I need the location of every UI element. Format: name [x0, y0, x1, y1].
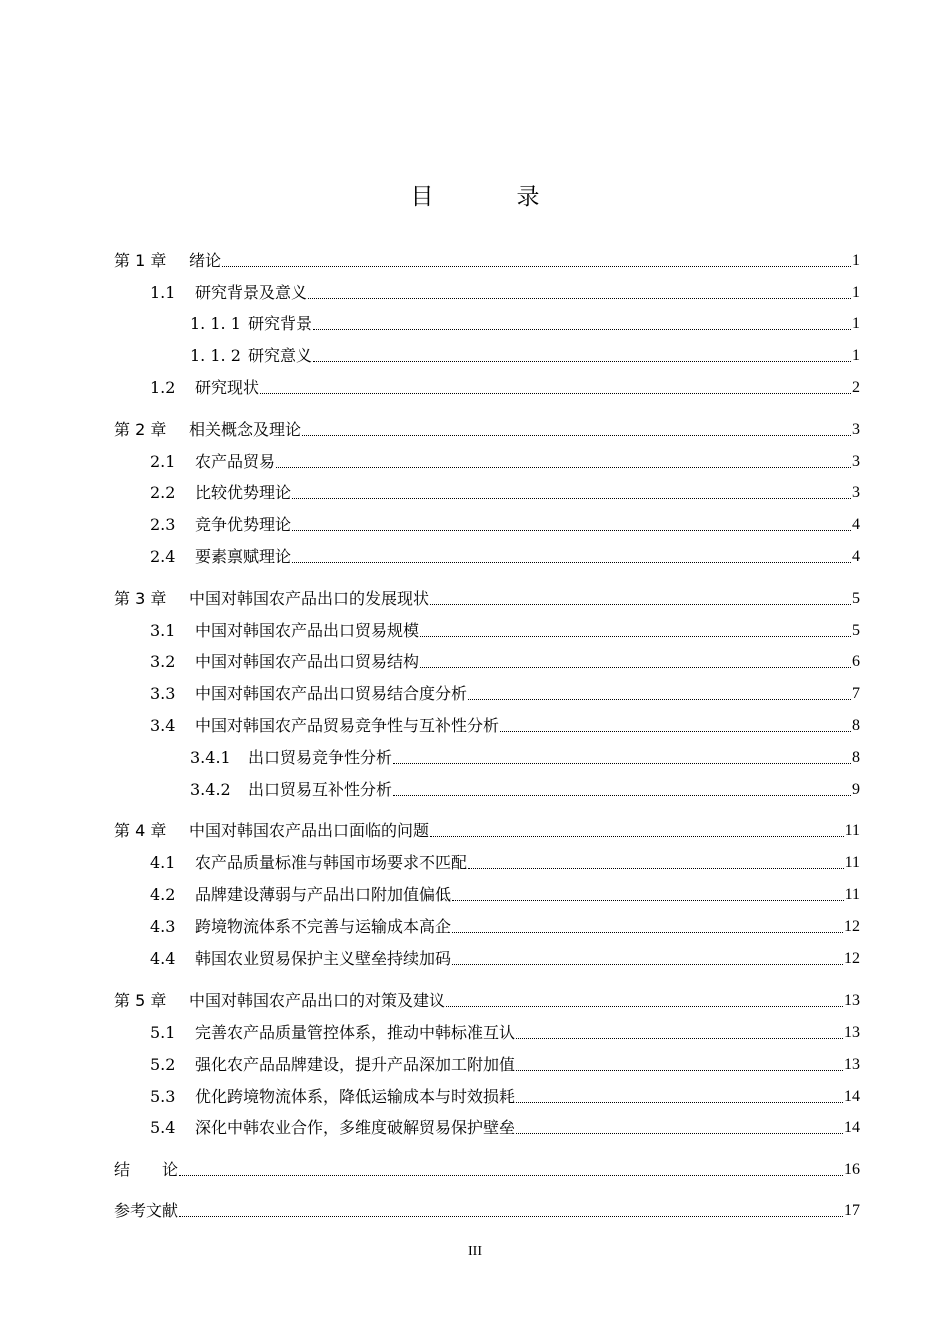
toc-entry-page: 8 — [852, 717, 860, 734]
toc-entry-page: 1 — [852, 252, 860, 269]
toc-entry-number: 4.2 — [150, 885, 176, 904]
toc-entry-title: 研究背景及意义 — [195, 283, 308, 302]
toc-entry-page: 7 — [852, 685, 860, 702]
toc-entry-number: 1. 1. 1 — [190, 314, 241, 333]
toc-entry[interactable] — [0, 884, 950, 910]
toc-entry-page: 4 — [852, 516, 860, 533]
toc-entry-page: 2 — [852, 379, 860, 396]
toc-entry-page: 3 — [852, 453, 860, 470]
dot-leader — [313, 329, 851, 330]
toc-entry[interactable] — [0, 546, 950, 572]
toc-entry-page: 1 — [852, 315, 860, 332]
toc-entry-page: 16 — [844, 1161, 860, 1178]
toc-entry[interactable] — [0, 1086, 950, 1112]
toc-entry-title: 中国对韩国农产品出口的对策及建议 — [189, 991, 446, 1010]
dot-leader — [516, 1038, 843, 1039]
toc-entry-title: 优化跨境物流体系，降低运输成本与时效损耗 — [195, 1087, 516, 1106]
toc-entry-page: 8 — [852, 749, 860, 766]
toc-entry[interactable] — [0, 419, 950, 445]
toc-entry-page: 1 — [852, 284, 860, 301]
toc-entry[interactable] — [0, 916, 950, 942]
dot-leader — [292, 562, 851, 563]
page-number-footer: III — [468, 1244, 482, 1259]
toc-entry-title: 品牌建设薄弱与产品出口附加值偏低 — [195, 885, 452, 904]
toc-entry-page: 13 — [844, 1056, 860, 1073]
toc-entry-number: 第 5 章 — [114, 991, 167, 1010]
toc-entry-number: 3.1 — [150, 621, 176, 640]
toc-entry-page: 6 — [852, 653, 860, 670]
toc-entry-number: 5.1 — [150, 1023, 176, 1042]
toc-entry-page: 12 — [844, 918, 860, 935]
dot-leader — [468, 699, 851, 700]
toc-entry[interactable] — [0, 250, 950, 276]
toc-entry-number: 5.4 — [150, 1118, 176, 1137]
toc-entry-number: 2.3 — [150, 515, 176, 534]
toc-entry-title: 韩国农业贸易保护主义壁垒持续加码 — [195, 949, 452, 968]
toc-entry-number: 1. 1. 2 — [190, 346, 241, 365]
toc-entry-number: 1.2 — [150, 378, 176, 397]
toc-entry-number: 第 2 章 — [114, 420, 167, 439]
toc-entry-page: 11 — [844, 886, 860, 903]
toc-entry-title: 相关概念及理论 — [189, 420, 302, 439]
dot-leader — [516, 1102, 843, 1103]
dot-leader — [260, 393, 851, 394]
toc-entry[interactable] — [0, 345, 950, 371]
toc-entry-title: 强化农产品品牌建设，提升产品深加工附加值 — [195, 1055, 516, 1074]
toc-entry-title: 研究背景 — [248, 314, 313, 333]
toc-entry-title: 中国对韩国农产品出口贸易规模 — [195, 621, 420, 640]
toc-entry-page: 11 — [844, 822, 860, 839]
dot-leader — [276, 467, 851, 468]
toc-entry-title: 完善农产品质量管控体系，推动中韩标准互认 — [195, 1023, 516, 1042]
dot-leader — [516, 1070, 843, 1071]
toc-entry[interactable] — [0, 588, 950, 614]
toc-entry-title: 出口贸易竞争性分析 — [248, 748, 393, 767]
toc-entry[interactable] — [0, 1022, 950, 1048]
toc-entry[interactable] — [0, 1159, 950, 1185]
toc-entry[interactable] — [0, 313, 950, 339]
dot-leader — [292, 498, 851, 499]
toc-entry-number: 2.2 — [150, 483, 176, 502]
dot-leader — [430, 836, 844, 837]
toc-entry-title: 中国对韩国农产品出口贸易结合度分析 — [195, 684, 468, 703]
toc-entry-page: 14 — [844, 1119, 860, 1136]
toc-entry-title: 比较优势理论 — [195, 483, 292, 502]
dot-leader — [222, 266, 851, 267]
toc-entry-title: 研究现状 — [195, 378, 260, 397]
toc-entry-page: 13 — [844, 1024, 860, 1041]
toc-entry-number: 1.1 — [150, 283, 176, 302]
toc-entry-number: 第 3 章 — [114, 589, 167, 608]
toc-entry[interactable] — [0, 948, 950, 974]
toc-entry[interactable] — [0, 514, 950, 540]
dot-leader — [179, 1216, 843, 1217]
toc-entry[interactable] — [0, 779, 950, 805]
toc-entry-page: 12 — [844, 950, 860, 967]
toc-entry-page: 3 — [852, 421, 860, 438]
toc-entry-number: 3.4.1 — [190, 748, 231, 767]
toc-entry[interactable] — [0, 820, 950, 846]
toc-entry[interactable] — [0, 990, 950, 1016]
toc-entry-title: 要素禀赋理论 — [195, 547, 292, 566]
toc-entry-number: 5.3 — [150, 1087, 176, 1106]
toc-entry[interactable] — [0, 1054, 950, 1080]
toc-entry-title: 中国对韩国农产品贸易竞争性与互补性分析 — [195, 716, 500, 735]
toc-entry[interactable] — [0, 747, 950, 773]
toc-entry-number: 4.3 — [150, 917, 176, 936]
dot-leader — [500, 731, 851, 732]
toc-entry-number: 2.1 — [150, 452, 176, 471]
toc-entry-title: 中国对韩国农产品出口面临的问题 — [189, 821, 430, 840]
toc-entry-number: 4.1 — [150, 853, 176, 872]
toc-entry[interactable] — [0, 852, 950, 878]
dot-leader — [179, 1175, 843, 1176]
page-title: 目 录 — [410, 184, 570, 210]
toc-entry-number: 3.2 — [150, 652, 176, 671]
dot-leader — [452, 964, 843, 965]
toc-entry-page: 4 — [852, 548, 860, 565]
toc-entry-number: 2.4 — [150, 547, 176, 566]
toc-entry-title: 竞争优势理论 — [195, 515, 292, 534]
toc-entry[interactable] — [0, 620, 950, 646]
toc-entry-page: 13 — [844, 992, 860, 1009]
toc-entry-page: 14 — [844, 1088, 860, 1105]
toc-entry-number: 3.4 — [150, 716, 176, 735]
toc-entry-number: 3.4.2 — [190, 780, 231, 799]
dot-leader — [302, 435, 851, 436]
dot-leader — [516, 1133, 843, 1134]
toc-entry-number: 第 1 章 — [114, 251, 167, 270]
toc-entry-page: 17 — [844, 1202, 860, 1219]
toc-entry-number: 3.3 — [150, 684, 176, 703]
toc-entry-page: 5 — [852, 590, 860, 607]
toc-entry[interactable] — [0, 1200, 950, 1226]
dot-leader — [393, 795, 851, 796]
toc-entry[interactable] — [0, 282, 950, 308]
toc-entry-number: 5.2 — [150, 1055, 176, 1074]
toc-entry-page: 11 — [844, 854, 860, 871]
dot-leader — [452, 932, 843, 933]
toc-entry-title: 出口贸易互补性分析 — [248, 780, 393, 799]
dot-leader — [446, 1006, 843, 1007]
dot-leader — [292, 530, 851, 531]
toc-entry[interactable] — [0, 377, 950, 403]
toc-entry-number: 第 4 章 — [114, 821, 167, 840]
toc-entry-page: 3 — [852, 484, 860, 501]
toc-entry-page: 9 — [852, 781, 860, 798]
dot-leader — [393, 763, 851, 764]
toc-entry[interactable] — [0, 482, 950, 508]
toc-entry-title: 深化中韩农业合作，多维度破解贸易保护壁垒 — [195, 1118, 516, 1137]
dot-leader — [420, 667, 851, 668]
toc-entry-title: 中国对韩国农产品出口贸易结构 — [195, 652, 420, 671]
toc-entry[interactable] — [0, 715, 950, 741]
toc-entry-title: 参考文献 — [114, 1201, 179, 1220]
toc-entry-title: 跨境物流体系不完善与运输成本高企 — [195, 917, 452, 936]
toc-entry-number: 4.4 — [150, 949, 176, 968]
toc-entry-title: 绪论 — [189, 251, 222, 270]
toc-entry-title: 农产品贸易 — [195, 452, 276, 471]
dot-leader — [308, 298, 851, 299]
toc-entry[interactable] — [0, 651, 950, 677]
toc-entry[interactable] — [0, 451, 950, 477]
toc-entry[interactable] — [0, 683, 950, 709]
toc-entry-title: 农产品质量标准与韩国市场要求不匹配 — [195, 853, 468, 872]
toc-entry-page: 5 — [852, 622, 860, 639]
toc-entry-page: 1 — [852, 347, 860, 364]
toc-entry[interactable] — [0, 1117, 950, 1143]
dot-leader — [468, 868, 844, 869]
toc-entry-title: 中国对韩国农产品出口的发展现状 — [189, 589, 430, 608]
toc-entry-title: 结 论 — [114, 1160, 179, 1179]
dot-leader — [430, 604, 851, 605]
dot-leader — [420, 636, 851, 637]
toc-entry-title: 研究意义 — [248, 346, 313, 365]
dot-leader — [313, 361, 851, 362]
dot-leader — [452, 900, 844, 901]
